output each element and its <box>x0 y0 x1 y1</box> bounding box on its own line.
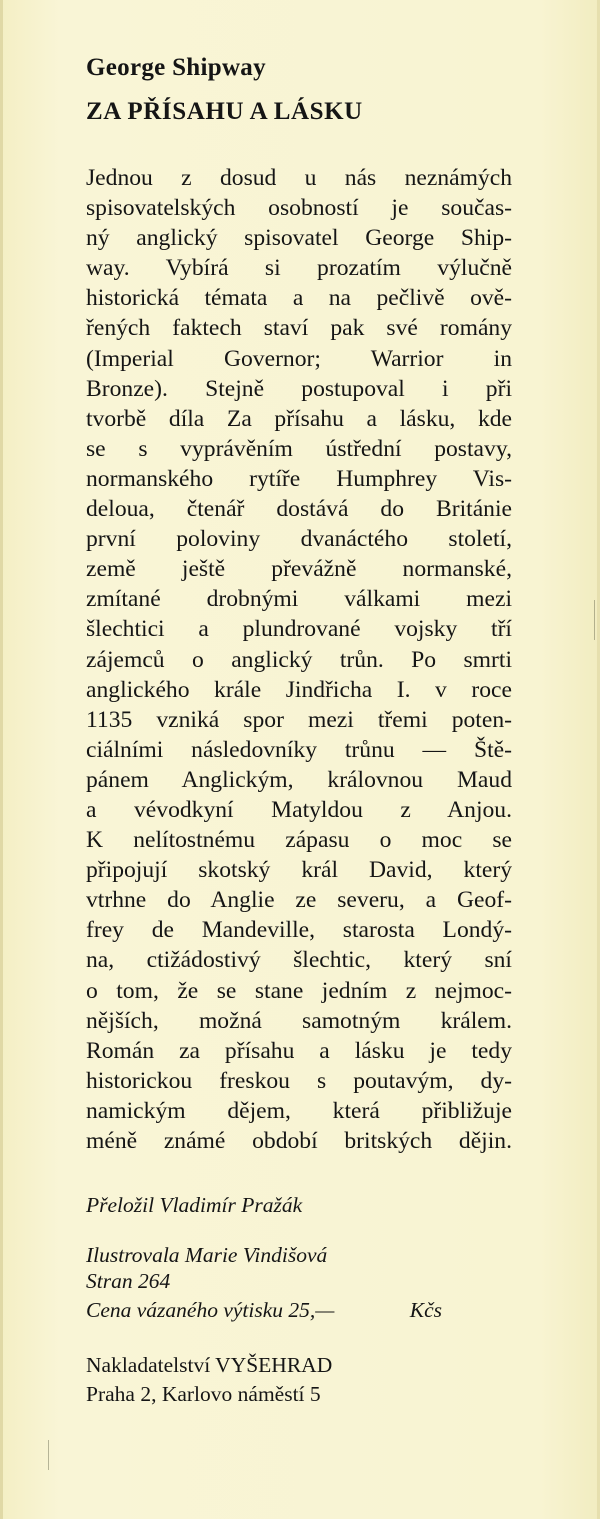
illustrator-credit: Ilustrovala Marie Vindišová <box>86 1243 328 1267</box>
blurb-line: spisovatelských osobností je součas- <box>86 195 512 222</box>
book-title: ZA PŘÍSAHU A LÁSKU <box>86 98 363 125</box>
paper-scratch <box>48 1440 49 1470</box>
blurb-line: méně známé období britských dějin. <box>86 1128 512 1154</box>
translator-credit: Přeložil Vladimír Pražák <box>86 1193 303 1217</box>
blurb-text <box>86 163 512 1156</box>
blurb-line: zájemců o anglický trůn. Po smrti <box>86 646 512 673</box>
blurb-line: anglického krále Jindřicha I. v roce <box>86 676 512 703</box>
blurb-line: připojují skotský král David, který <box>86 857 513 884</box>
blurb-line: namickým dějem, která přibližuje <box>86 1097 512 1124</box>
blurb-line: vtrhne do Anglie ze severu, a Geof- <box>86 887 512 914</box>
blurb-line: normanského rytíře Humphrey Vis- <box>86 465 512 492</box>
blurb-line: řených faktech staví pak své romány <box>86 315 513 342</box>
blurb-line: ciálními následovníky trůnu — Ště- <box>86 736 513 763</box>
blurb-line: historickou freskou s poutavým, dy- <box>86 1067 512 1094</box>
blurb-line: K nelítostnému zápasu o moc se <box>86 827 512 854</box>
price-label: Cena vázaného výtisku 25,— <box>86 1298 335 1322</box>
blurb-line: historická témata a na pečlivě ově- <box>86 285 512 312</box>
price-currency: Kčs <box>409 1298 442 1322</box>
blurb-line: ný anglický spisovatel George Ship- <box>86 225 513 252</box>
blurb-line: země ještě převážně normanské, <box>86 556 512 583</box>
blurb-line: šlechtici a plundrované vojsky tří <box>86 616 512 643</box>
blurb-line: way. Vybírá si prozatím výlučně <box>86 255 512 282</box>
blurb-line: Bronze). Stejně postupoval i při <box>86 375 513 402</box>
blurb-line: deloua, čtenář dostává do Británie <box>86 496 512 523</box>
blurb-line: o tom, že se stane jedním z nejmoc- <box>86 977 512 1004</box>
paper-scratch <box>594 600 595 640</box>
author-name: George Shipway <box>86 54 266 81</box>
publisher-name: Nakladatelství VYŠEHRAD <box>86 1353 333 1377</box>
page-count: Stran 264 <box>86 1269 171 1293</box>
blurb-line: Román za přísahu a lásku je tedy <box>86 1037 512 1064</box>
blurb-line: pánem Anglickým, královnou Maud <box>86 766 512 793</box>
blurb-line: první poloviny dvanáctého století, <box>86 526 513 553</box>
blurb-line: frey de Mandeville, starosta Londý- <box>86 917 513 944</box>
publisher-address: Praha 2, Karlovo náměstí 5 <box>86 1382 321 1406</box>
paper-edge-left <box>0 0 3 1519</box>
blurb-line: se s vyprávěním ústřední postavy, <box>86 435 512 462</box>
blurb-line: zmítané drobnými válkami mezi <box>86 586 512 613</box>
blurb-line: na, ctižádostivý šlechtic, který sní <box>86 947 512 974</box>
blurb-line: (Imperial Governor; Warrior in <box>86 345 513 372</box>
blurb-line: nějších, možná samotným králem. <box>86 1007 512 1034</box>
blurb-line: Jednou z dosud u nás neznámých <box>86 165 512 191</box>
blurb-line: tvorbě díla Za přísahu a lásku, kde <box>86 405 513 432</box>
blurb-line: 1135 vzniká spor mezi třemi poten- <box>86 706 512 733</box>
blurb-line: a vévodkyní Matyldou z Anjou. <box>86 796 512 823</box>
price-line <box>86 1298 442 1323</box>
